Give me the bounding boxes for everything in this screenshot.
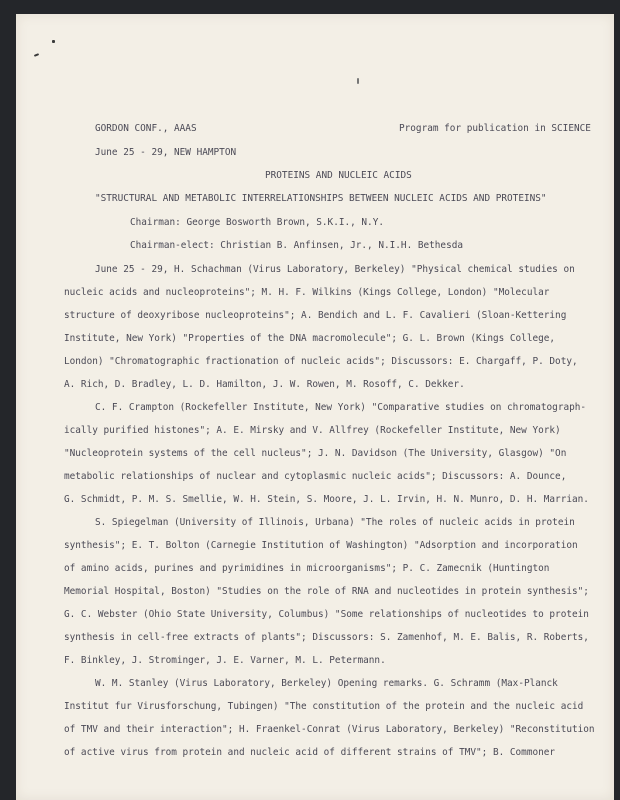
paragraph-line: of TMV and their interaction"; H. Fraenkel-Conrat (Virus Laboratory, Berkeley) "Reconstitution bbox=[64, 724, 595, 735]
paragraph-line: London) "Chromatographic fractionation of nucleic acids"; Discussors: E. Chargaff, P. Doty, bbox=[64, 356, 578, 367]
pencil-mark bbox=[52, 40, 55, 43]
paragraph-line: structure of deoxyribose nucleoproteins"; A. Bendich and L. F. Cavalieri (Sloan-Kettering bbox=[64, 310, 567, 321]
document-page bbox=[16, 14, 614, 800]
paragraph-line: C. F. Crampton (Rockefeller Institute, New York) "Comparative studies on chromatograph- bbox=[95, 402, 587, 413]
paragraph-line: "Nucleoprotein systems of the cell nucleus"; J. N. Davidson (The University, Glasgow) "On bbox=[64, 448, 567, 459]
paragraph-line: A. Rich, D. Bradley, L. D. Hamilton, J. W. Rowen, M. Rosoff, C. Dekker. bbox=[64, 379, 465, 390]
paragraph-line: S. Spiegelman (University of Illinois, Urbana) "The roles of nucleic acids in protein bbox=[95, 517, 575, 528]
paragraph-line: of amino acids, purines and pyrimidines in microorganisms"; P. C. Zamecnik (Huntington bbox=[64, 563, 550, 574]
paragraph-line: June 25 - 29, H. Schachman (Virus Laboratory, Berkeley) "Physical chemical studies on bbox=[95, 264, 575, 275]
paragraph-line: G. C. Webster (Ohio State University, Columbus) "Some relationships of nucleotides to protein bbox=[64, 609, 589, 620]
paragraph-line: Institute, New York) "Properties of the DNA macromolecule"; G. L. Brown (Kings College, bbox=[64, 333, 556, 344]
chairman-line: Chairman: George Bosworth Brown, S.K.I., N.Y. bbox=[130, 217, 384, 228]
pencil-mark bbox=[357, 78, 359, 84]
paragraph-line: of active virus from protein and nucleic acid of different strains of TMV"; B. Commoner bbox=[64, 747, 556, 758]
header-publication: Program for publication in SCIENCE bbox=[399, 123, 591, 134]
paragraph-line: metabolic relationships of nuclear and cytoplasmic nucleic acids"; Discussors: A. Dounce, bbox=[64, 471, 567, 482]
paragraph-line: G. Schmidt, P. M. S. Smellie, W. H. Stein, S. Moore, J. L. Irvin, H. N. Munro, D. H. Marrian. bbox=[64, 494, 589, 505]
paragraph-line: Institut fur Virusforschung, Tubingen) "The constitution of the protein and the nucleic acid bbox=[64, 701, 584, 712]
paragraph-line: nucleic acids and nucleoproteins"; M. H. F. Wilkins (Kings College, London) "Molecular bbox=[64, 287, 550, 298]
chairman-elect-line: Chairman-elect: Christian B. Anfinsen, Jr., N.I.H. Bethesda bbox=[130, 240, 464, 251]
pencil-mark bbox=[34, 53, 39, 57]
header-conference: GORDON CONF., AAAS bbox=[95, 123, 197, 134]
paragraph-line: synthesis in cell-free extracts of plants"; Discussors: S. Zamenhof, M. E. Balis, R. Roberts, bbox=[64, 632, 589, 643]
paragraph-line: synthesis"; E. T. Bolton (Carnegie Institution of Washington) "Adsorption and incorporation bbox=[64, 540, 578, 551]
header-dates: June 25 - 29, NEW HAMPTON bbox=[95, 147, 237, 158]
paragraph-line: W. M. Stanley (Virus Laboratory, Berkeley) Opening remarks. G. Schramm (Max-Planck bbox=[95, 678, 558, 689]
section-subtitle: "STRUCTURAL AND METABOLIC INTERRELATIONSHIPS BETWEEN NUCLEIC ACIDS AND PROTEINS" bbox=[95, 193, 547, 204]
section-title: PROTEINS AND NUCLEIC ACIDS bbox=[265, 170, 412, 181]
paragraph-line: ically purified histones"; A. E. Mirsky and V. Allfrey (Rockefeller Institute, New York) bbox=[64, 425, 561, 436]
paragraph-line: F. Binkley, J. Strominger, J. E. Varner, M. L. Petermann. bbox=[64, 655, 386, 666]
paragraph-line: Memorial Hospital, Boston) "Studies on the role of RNA and nucleotides in protein synthesis"; bbox=[64, 586, 589, 597]
